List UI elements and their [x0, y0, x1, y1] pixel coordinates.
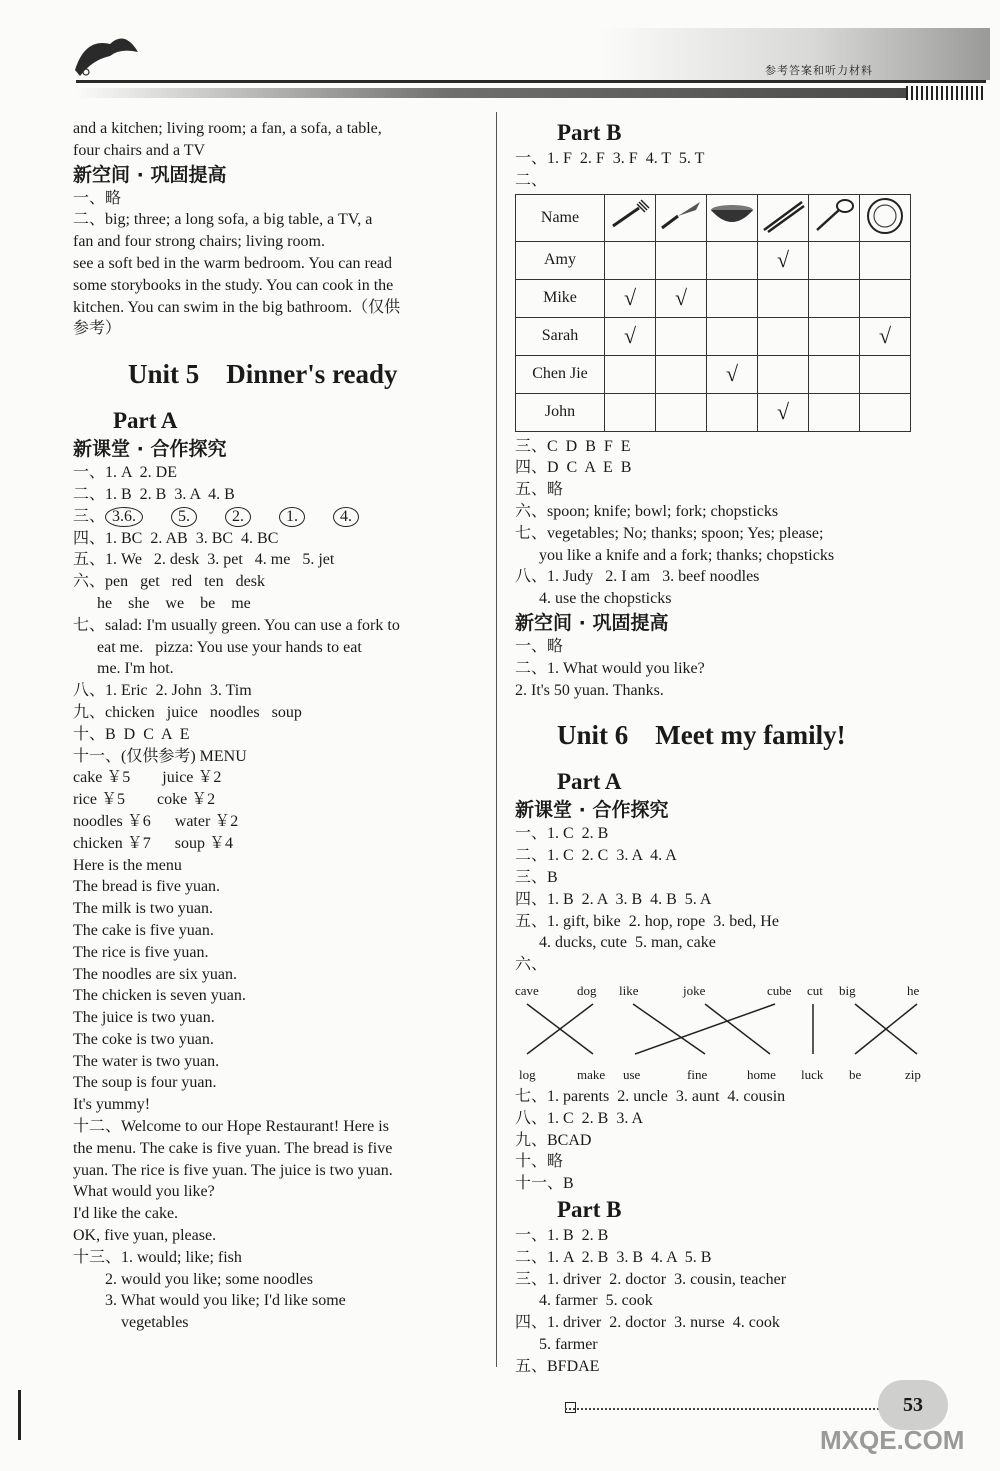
circled-answers [73, 506, 478, 528]
answer-line: 六、 [515, 956, 548, 974]
table-row [516, 393, 911, 431]
answer-line: the menu. The cake is five yuan. The bread is five [73, 1139, 393, 1157]
answer-line: 十一、B [515, 1175, 574, 1193]
page-header [0, 0, 1000, 100]
intro-lines [73, 118, 478, 162]
check-mark: √ [605, 279, 656, 317]
answer-line: 一、1. C 2. B [515, 825, 609, 843]
empty-cell [758, 279, 809, 317]
section-heading: 新课堂 · 合作探究 [515, 799, 669, 822]
match-word-bottom: home [747, 1066, 776, 1082]
match-word-bottom: luck [801, 1066, 824, 1082]
empty-cell [860, 279, 911, 317]
answer-line: The juice is two yuan. [73, 1009, 215, 1027]
bowl-icon [707, 194, 758, 241]
answer-line: The milk is two yuan. [73, 900, 213, 918]
match-word-top: cube [767, 982, 792, 998]
answer-line: 九、BCAD [515, 1131, 592, 1149]
header-gradient-bar [76, 88, 906, 98]
answer-line: I'd like the cake. [73, 1205, 179, 1223]
answer-line: cake ￥5 juice ￥2 [73, 769, 222, 787]
answer-line: OK, five yuan, please. [73, 1227, 217, 1245]
answer-line: 七、salad: I'm usually green. You can use a fork to [73, 616, 400, 634]
answer-line: 一、略 [515, 637, 564, 655]
table-header-name: Name [516, 194, 605, 241]
answer-lines [515, 823, 925, 976]
answer-line: 六、spoon; knife; bowl; fork; chopsticks [515, 502, 779, 520]
empty-cell [707, 393, 758, 431]
row-name: Mike [516, 279, 605, 317]
match-word-top: joke [683, 982, 706, 998]
answer-line: 九、chicken juice noodles soup [73, 703, 302, 721]
question-number: 三、 [73, 507, 106, 525]
part-heading: Part A [113, 408, 178, 434]
check-mark: √ [758, 241, 809, 279]
answer-line: 三、1. driver 2. doctor 3. cousin, teacher [515, 1270, 787, 1288]
match-word-top: he [907, 982, 920, 998]
answer-line: 十三、1. would; like; fish [73, 1248, 242, 1266]
answer-line: 十、B D C A E [73, 725, 190, 743]
answer-line: The soup is four yuan. [73, 1074, 217, 1092]
answer-line: It's yummy! [73, 1096, 151, 1114]
match-word-top: cut [807, 982, 823, 998]
answer-line: vegetables [73, 1314, 189, 1332]
empty-cell [809, 317, 860, 355]
section-heading: 新空间 · 巩固提高 [73, 163, 227, 186]
circled-answer: 1. [279, 507, 305, 527]
match-word-top: big [839, 982, 856, 998]
chopsticks-icon [758, 194, 809, 241]
answer-line: 4. farmer 5. cook [515, 1292, 653, 1310]
answer-line: What would you like? [73, 1183, 215, 1201]
answer-line: chicken ￥7 soup ￥4 [73, 834, 233, 852]
answer-line: 七、vegetables; No; thanks; spoon; Yes; please; [515, 524, 824, 542]
header-stripes [906, 86, 986, 100]
answer-line: me. I'm hot. [73, 660, 174, 678]
answer-line: 二、1. C 2. C 3. A 4. A [515, 847, 677, 865]
table-row [516, 317, 911, 355]
answer-line: 4. use the chopsticks [515, 590, 672, 608]
empty-cell [656, 355, 707, 393]
answer-line: 二、1. A 2. B 3. B 4. A 5. B [515, 1248, 712, 1266]
row-name: Chen Jie [516, 355, 605, 393]
match-word-bottom: fine [687, 1066, 708, 1082]
empty-cell [656, 393, 707, 431]
watermark: MXQE.COM [820, 1425, 965, 1455]
answer-line: 三、C D B F E [515, 437, 631, 455]
empty-cell [809, 279, 860, 317]
answer-line: 一、略 [73, 189, 122, 207]
answer-lines [515, 1225, 925, 1378]
circled-answer: 4. [333, 507, 359, 527]
empty-cell [605, 355, 656, 393]
answer-line: 4. ducks, cute 5. man, cake [515, 934, 716, 952]
match-word-top: dog [577, 982, 597, 998]
section-heading: 新空间 · 巩固提高 [515, 611, 669, 634]
empty-cell [656, 241, 707, 279]
answer-line: 三、B [515, 868, 558, 886]
answer-line: 五、1. gift, bike 2. hop, rope 3. bed, He [515, 912, 779, 930]
left-column [73, 118, 478, 1334]
match-word-bottom: zip [905, 1066, 921, 1082]
answer-line: 2. It's 50 yuan. Thanks. [515, 681, 664, 699]
empty-cell [758, 355, 809, 393]
answer-line: four chairs and a TV [73, 141, 206, 159]
answer-line: 四、1. BC 2. AB 3. BC 4. BC [73, 529, 279, 547]
answer-line: 5. farmer [515, 1335, 598, 1353]
unit-title: Unit 6 Meet my family! [557, 720, 846, 751]
answer-line: The noodles are six yuan. [73, 965, 237, 983]
empty-cell [758, 317, 809, 355]
answer-line: 十、略 [515, 1153, 564, 1171]
part-heading: Part A [557, 769, 622, 795]
answer-line: fan and four strong chairs; living room. [73, 233, 325, 251]
circled-answer: 2. [225, 507, 251, 527]
empty-cell [707, 241, 758, 279]
circled-answer: 5. [171, 507, 197, 527]
answer-line: 二、1. B 2. B 3. A 4. B [73, 485, 235, 503]
answer-line: The chicken is seven yuan. [73, 987, 246, 1005]
answer-line: 十二、Welcome to our Hope Restaurant! Here is [73, 1118, 389, 1136]
answer-line: some storybooks in the study. You can cook in the [73, 276, 394, 294]
page-number: 53 [878, 1380, 948, 1430]
right-column [515, 118, 925, 1378]
answer-line: 一、1. B 2. B [515, 1226, 609, 1244]
check-mark: √ [707, 355, 758, 393]
empty-cell [707, 317, 758, 355]
answer-line: 2. would you like; some noodles [73, 1270, 313, 1288]
answer-lines [515, 148, 925, 192]
empty-cell [707, 279, 758, 317]
footer-dotted-rule [565, 1408, 895, 1410]
answer-line: eat me. pizza: You use your hands to eat [73, 638, 362, 656]
plate-icon [860, 194, 911, 241]
answer-line: see a soft bed in the warm bedroom. You can read [73, 254, 393, 272]
check-mark: √ [605, 317, 656, 355]
answer-line: 二、 [515, 171, 548, 189]
answer-line: kitchen. You can swim in the big bathroom.（仅供 [73, 298, 401, 316]
header-rule [76, 80, 986, 83]
answer-line: 五、略 [515, 481, 564, 499]
word-matching [515, 976, 925, 1086]
answer-line: 3. What would you like; I'd like some [73, 1292, 346, 1310]
row-name: Sarah [516, 317, 605, 355]
answer-line: noodles ￥6 water ￥2 [73, 812, 239, 830]
answer-line: 四、1. B 2. A 3. B 4. B 5. A [515, 890, 712, 908]
answer-lines [515, 1086, 925, 1195]
answer-line: 一、1. A 2. DE [73, 464, 178, 482]
answer-line: 二、1. What would you like? [515, 659, 705, 677]
answer-line: 一、1. F 2. F 3. F 4. T 5. T [515, 150, 705, 167]
answer-line: you like a knife and a fork; thanks; chopsticks [515, 546, 835, 564]
empty-cell [809, 241, 860, 279]
part-heading: Part B [557, 120, 622, 145]
answer-line: 八、1. C 2. B 3. A [515, 1109, 644, 1127]
answer-lines [73, 528, 478, 1334]
row-name: John [516, 393, 605, 431]
empty-cell [860, 393, 911, 431]
spoon-icon [809, 194, 860, 241]
check-mark: √ [656, 279, 707, 317]
table-row [516, 279, 911, 317]
row-name: Amy [516, 241, 605, 279]
answer-line: The coke is two yuan. [73, 1030, 214, 1048]
answer-line: The rice is five yuan. [73, 943, 209, 961]
answer-lines [73, 188, 478, 341]
answer-line: Here is the menu [73, 856, 182, 874]
circled-answer: 3.6. [105, 507, 143, 527]
empty-cell [860, 241, 911, 279]
answer-line: 八、1. Eric 2. John 3. Tim [73, 682, 252, 700]
answer-line: 八、1. Judy 2. I am 3. beef noodles [515, 568, 760, 586]
answer-line: 五、1. We 2. desk 3. pet 4. me 5. jet [73, 551, 335, 569]
answer-line: The water is two yuan. [73, 1052, 220, 1070]
check-mark: √ [860, 317, 911, 355]
answer-line: and a kitchen; living room; a fan, a sofa, a table, [73, 120, 382, 137]
table-row [516, 241, 911, 279]
unit-title: Unit 5 Dinner's ready [128, 359, 398, 390]
utensil-table [515, 194, 911, 432]
match-word-bottom: use [623, 1066, 641, 1082]
bird-logo-icon [70, 30, 140, 80]
empty-cell [809, 393, 860, 431]
empty-cell [860, 355, 911, 393]
knife-icon [656, 194, 707, 241]
empty-cell [809, 355, 860, 393]
table-row [516, 355, 911, 393]
header-title: 参考答案和听力材料 [765, 65, 873, 77]
column-divider [496, 112, 497, 1367]
match-word-bottom: log [519, 1066, 536, 1082]
answer-line: The cake is five yuan. [73, 921, 214, 939]
empty-cell [656, 317, 707, 355]
answer-lines [515, 436, 925, 610]
empty-cell [605, 241, 656, 279]
answer-line: The bread is five yuan. [73, 878, 221, 896]
answer-line: 十一、(仅供参考) MENU [73, 747, 247, 765]
margin-mark [18, 1390, 21, 1440]
match-word-top: cave [515, 982, 539, 998]
answer-lines [515, 636, 925, 701]
answer-line: 七、1. parents 2. uncle 3. aunt 4. cousin [515, 1087, 786, 1105]
answer-line: he she we be me [73, 594, 251, 612]
fork-icon [605, 194, 656, 241]
empty-cell [605, 393, 656, 431]
answer-lines [73, 462, 478, 506]
match-word-bottom: be [849, 1066, 862, 1082]
answer-line: 四、1. driver 2. doctor 3. nurse 4. cook [515, 1314, 780, 1332]
answer-line: 四、D C A E B [515, 459, 632, 477]
answer-line: rice ￥5 coke ￥2 [73, 791, 216, 809]
match-word-top: like [619, 982, 639, 998]
section-heading: 新课堂 · 合作探究 [73, 438, 227, 461]
answer-line: 二、big; three; a long sofa, a big table, a TV, a [73, 211, 373, 229]
answer-line: 六、pen get red ten desk [73, 573, 265, 591]
match-word-bottom: make [577, 1066, 606, 1082]
answer-line: 五、BFDAE [515, 1357, 600, 1375]
answer-line: 参考） [73, 320, 122, 338]
answer-line: yuan. The rice is five yuan. The juice is two yuan. [73, 1161, 393, 1179]
part-heading: Part B [557, 1196, 622, 1222]
check-mark: √ [758, 393, 809, 431]
